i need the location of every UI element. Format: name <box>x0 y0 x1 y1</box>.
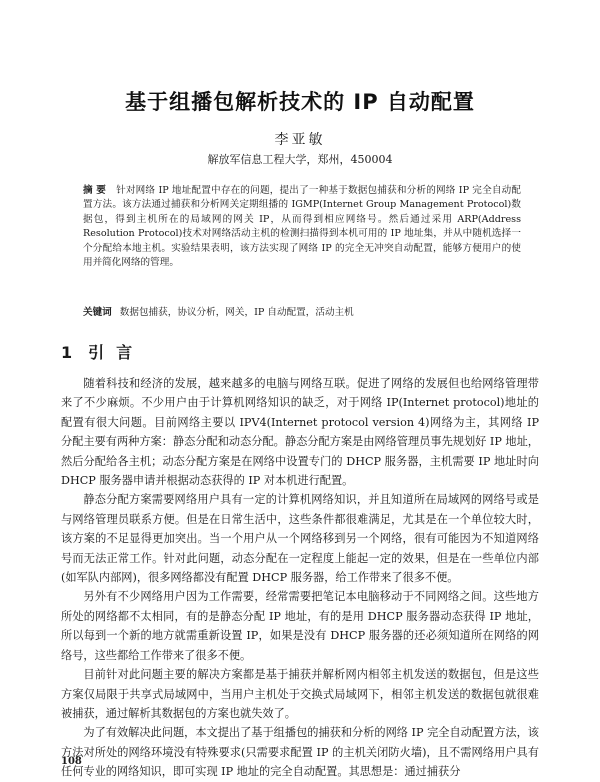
keywords <box>83 306 521 320</box>
author-name: 李亚敏 <box>274 132 326 148</box>
keywords-label: 关键词 <box>83 307 112 318</box>
section-heading <box>61 340 144 363</box>
paragraph: 为了有效解决此问题，本文提出了基于组播包的捕获和分析的网络 IP 完全自动配置方法，该方法对所处的网络环境没有特殊要求(只需要求配置 IP 的主机关闭防火墙)，且不需网络用户具有任何专业的网络知识，即可实现 IP 地址的完全自动配置。其思想是：通过捕获分 <box>61 726 539 779</box>
body-text <box>61 374 539 782</box>
abstract-text: 针对网络 IP 地址配置中存在的问题，提出了一种基于数据包捕获和分析的网络 IP 完全自动配置方法。该方法通过捕获和分析网关定期组播的 IGMP(Internet Group Management Protocol)数据包，得到主机所在的局域网的网关 IP，从而得到相应网络号。然后通过采用 ARP(Address Resolution Protocol)技术对网络活动主机的检测扫描得到本机可用的 IP 地址集，并从中随机选择一个分配给本地主机。实验结果表明，该方法实现了网络 IP 的完全无冲突自动配置，能够方便用户的使用并简化网络的管理。 <box>83 185 522 269</box>
abstract-label: 摘 要 <box>83 185 107 196</box>
keywords-text: 数据包捕获，协议分析，网关，IP 自动配置，活动主机 <box>119 307 354 318</box>
paragraph: 目前针对此问题主要的解决方案都是基于捕获并解析网内相邻主机发送的数据包，但是这些方案仅局限于共享式局域网中，当用户主机处于交换式局域网下，相邻主机发送的数据包就很难被捕获，通过解析其数据包的方案也就失效了。 <box>61 668 539 720</box>
section-number: 1 <box>61 343 75 362</box>
paper-title: 基于组播包解析技术的 IP 自动配置 <box>125 90 475 114</box>
paragraph: 静态分配方案需要网络用户具有一定的计算机网络知识，并且知道所在局域网的网络号或是与网络管理员联系方便。但是在日常生活中，这些条件都很难满足，尤其是在一个单位较大时，该方案的不足显得更加突出。当一个用户从一个网络移到另一个网络，很有可能因为不知道网络号而无法正常工作。针对此问题，动态分配在一定程度上能起一定的效果，但是在一些单位内部(如军队内部网)，很多网络都没有配置 DHCP 服务器，给工作带来了很多不便。 <box>61 493 539 585</box>
page-number: 108 <box>61 756 82 767</box>
paragraph: 随着科技和经济的发展，越来越多的电脑与网络互联。促进了网络的发展但也给网络管理带来了不少麻烦。不少用户由于计算机网络知识的缺乏，对于网络 IP(Internet protocol)地址的配置有很大问题。目前网络主要以 IPV4(Internet protocol version 4)网络为主，其网络 IP 分配主要有两种方案：静态分配和动态分配。静态分配方案是由网络管理员事先规划好 IP 地址，然后分配给各主机；动态分配方案是在网络中设置专门的 DHCP 服务器，主机需要 IP 地址时向 DHCP 服务器申请并根据动态获得的 IP 对本机进行配置。 <box>61 377 539 488</box>
abstract <box>83 184 521 270</box>
paragraph: 另外有不少网络用户因为工作需要，经常需要把笔记本电脑移动于不同网络之间。这些地方所处的网络都不太相同，有的是静态分配 IP 地址，有的是用 DHCP 服务器动态获得 IP 地址，所以每到一个新的地方就需重新设置 IP，如果是没有 DHCP 服务器的还必须知道所在网络的网络号，这些都给工作带来了很多不便。 <box>61 590 539 662</box>
section-title: 引言 <box>88 343 145 362</box>
author-affiliation: 解放军信息工程大学，郑州，450004 <box>207 153 393 166</box>
